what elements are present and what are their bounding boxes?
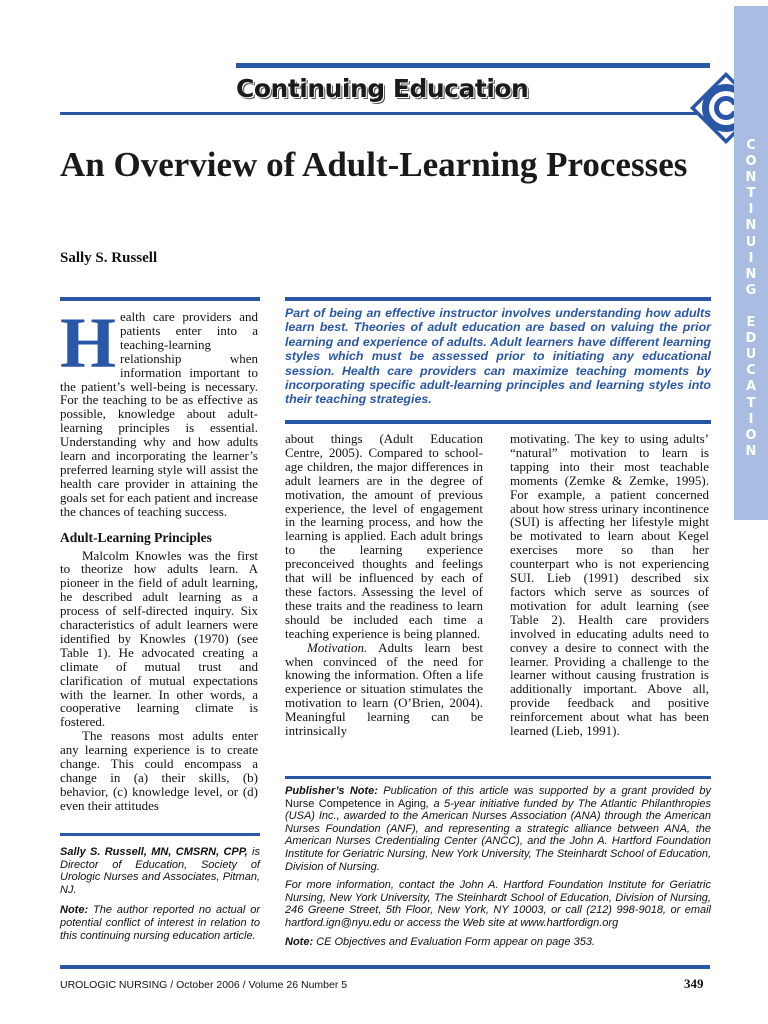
sidebar-letter: N <box>745 218 757 234</box>
footer-journal: UROLOGIC NURSING / October 2006 / Volume 26 Number 5 <box>60 979 348 991</box>
sidebar-letter: C <box>746 138 756 153</box>
header-rule-top <box>236 63 710 68</box>
sidebar-letter: U <box>745 347 757 363</box>
section-heading: Adult-Learning Principles <box>60 529 212 545</box>
column-3 <box>510 432 709 738</box>
publisher-text-a: Publication of this article was supported by a grant provided by <box>377 785 712 797</box>
intro-text: ealth care providers and patients enter into a teaching-learning relationship when information important to the patient’s well-being is necessary. For the teaching to be as effective as possible, knowledge about adult-learning principles is essential. Understanding why and how adults learn and incorporating the learner’s preferred learning style will assist the health care provider in attaining the goals set for each patient and increase the chances of teaching success. <box>60 309 258 519</box>
abstract: Part of being an effective instructor involves understanding how adults learn best. Theories of adult education are based on valuing the prior learning and experience of adults. Adult learners have different learning styles which must be assessed prior to initiating any educational session. Health care providers can maximize teaching moments by incorporating specific adult-learning principles and learning styles into their teaching strategies. <box>285 306 711 407</box>
motivation-lead: Motivation. <box>307 639 368 655</box>
publisher-note-label: Note: <box>285 935 314 948</box>
sidebar-letter: N <box>745 443 757 459</box>
bio-text: is Director of Education, Society of Urologic Nurses and Associates, Pitman, NJ. <box>60 846 260 896</box>
sidebar-letter: N <box>745 170 757 186</box>
sidebar-letter: T <box>746 186 756 202</box>
page-number: 349 <box>684 976 704 991</box>
publisher-more-info: For more information, contact the John A. Hartford Foundation Institute for Geriatric Nursing, New York University, The Steinhardt School of Education, Division of Nursing, 246 Greene Street, 5th Floor, New York, NY 10003, or call (212) 998-9018, or email hartford.ign@nyu.edu or access the Web site at www.hartfordign.org <box>285 879 711 929</box>
abstract-top-rule <box>285 297 711 301</box>
publisher-top-rule <box>285 776 711 779</box>
sidebar-letter: I <box>748 250 754 266</box>
sidebar-letter: A <box>745 379 757 395</box>
publisher-label: Publisher’s Note: <box>285 785 378 797</box>
drop-cap: H <box>60 303 117 383</box>
section-title: Continuing Education <box>236 74 529 103</box>
sidebar-letter: D <box>745 331 757 347</box>
col3-paragraph-1: motivating. The key to using adults’ “natural” motivation to learn is tapping into their most teachable moments (Zemke & Zemke, 1995). For example, a patient concerned about how stress urinary incontinence (SUI) is affecting her lifestyle might be motivated to learn about Kegel exercises more so than her counterpart who is not experiencing SUI. Lieb (1991) described six factors which serve as sources of motivation for adult learning (see Table 2). Health care providers involved in educating adults need to convey a desire to connect with the learner. Providing a challenge to the learner without causing frustration is additionally important. Above all, provide feedback and positive reinforcement about what has been learned (Lieb, 1991). <box>510 431 709 739</box>
col2-paragraph-2 <box>285 641 483 738</box>
abstract-bottom-rule <box>285 420 711 424</box>
sidebar-letter: I <box>748 411 754 427</box>
sidebar-letter: O <box>745 427 757 443</box>
col2-paragraph-1: about things (Adult Education Centre, 2005). Compared to school-age children, the major differences in adult learners are in the degree of motivation, the amount of previous experience, the level of engagement in the learning process, and how the learning is applied. Each adult brings to the learning experience preconceived thoughts and feelings that will be influenced by each of these factors. Assessing the level of these traits and the readiness to learn should be included each time a teaching experience is being planned. <box>285 431 483 641</box>
sidebar-vertical-text <box>734 138 768 460</box>
bio-note <box>60 904 260 942</box>
column-2 <box>285 432 483 738</box>
bio-credit: Sally S. Russell, MN, CMSRN, CPP, <box>60 846 248 858</box>
column-1 <box>60 303 258 813</box>
sidebar-letter: I <box>748 202 754 218</box>
publisher-text-c: , a 5-year initiative funded by The Atlantic Philanthropies (USA) Inc., awarded to the American Nurses Association (ANA) through the American Nurses Foundation (ANF), and representing a strategic alliance between ANA, the American Nurses Credentialing Center (ANCC), and the John A. Hartford Foundation Institute for Geriatric Nursing, New York University, The Steinhardt School of Education, Division of Nursing. <box>285 797 711 873</box>
sidebar-letter: T <box>746 395 756 411</box>
article-title: An Overview of Adult-Learning Processes <box>60 145 688 184</box>
bio-note-label: Note: <box>60 904 89 917</box>
sidebar-letter: E <box>746 315 756 331</box>
sidebar-letter <box>734 299 768 315</box>
header-rule-bottom <box>60 112 710 115</box>
footer-rule <box>60 965 710 969</box>
bio-paragraph <box>60 846 260 896</box>
col2-paragraph-2-text: Adults learn best when convinced of the need for knowing the information. Often a life experience or situation stimulates the motivation to learn (O’Brien, 2004). Meaningful learning can be intrinsically <box>285 639 483 739</box>
publisher-note <box>285 785 711 954</box>
sidebar-letter: U <box>745 234 757 250</box>
sidebar-letter: C <box>746 363 756 379</box>
sidebar-letter: O <box>745 154 757 170</box>
sidebar-letter: N <box>745 266 757 282</box>
bio-top-rule <box>60 833 260 836</box>
col1-top-rule <box>60 297 260 301</box>
col1-paragraph-2: The reasons most adults enter any learning experience is to create change. This could encompass a change in (a) their skills, (b) behavior, (c) knowledge level, or (d) even their attitudes <box>60 728 258 813</box>
publisher-paragraph <box>285 785 711 873</box>
publisher-ce-note <box>285 936 711 949</box>
publisher-text-b: Nurse Competence in Aging <box>285 797 427 810</box>
publisher-note-text: CE Objectives and Evaluation Form appear on page 353. <box>313 935 596 948</box>
author-bio <box>60 846 260 950</box>
intro-paragraph <box>60 303 258 519</box>
sidebar-letter: G <box>745 282 757 298</box>
bio-note-text: The author reported no actual or potential conflict of interest in relation to this continuing nursing education article. <box>60 904 260 942</box>
col1-paragraph-1: Malcolm Knowles was the first to theorize how adults learn. A pioneer in the field of adult learning, he described adult learning as a process of self-directed inquiry. Six characteristics of adult learners were identified by Knowles (1970) (see Table 1). He advocated creating a climate of mutual trust and clarification of mutual expectations with the learner. In other words, a cooperative learning climate is fostered. <box>60 547 258 730</box>
article-author: Sally S. Russell <box>60 250 158 266</box>
